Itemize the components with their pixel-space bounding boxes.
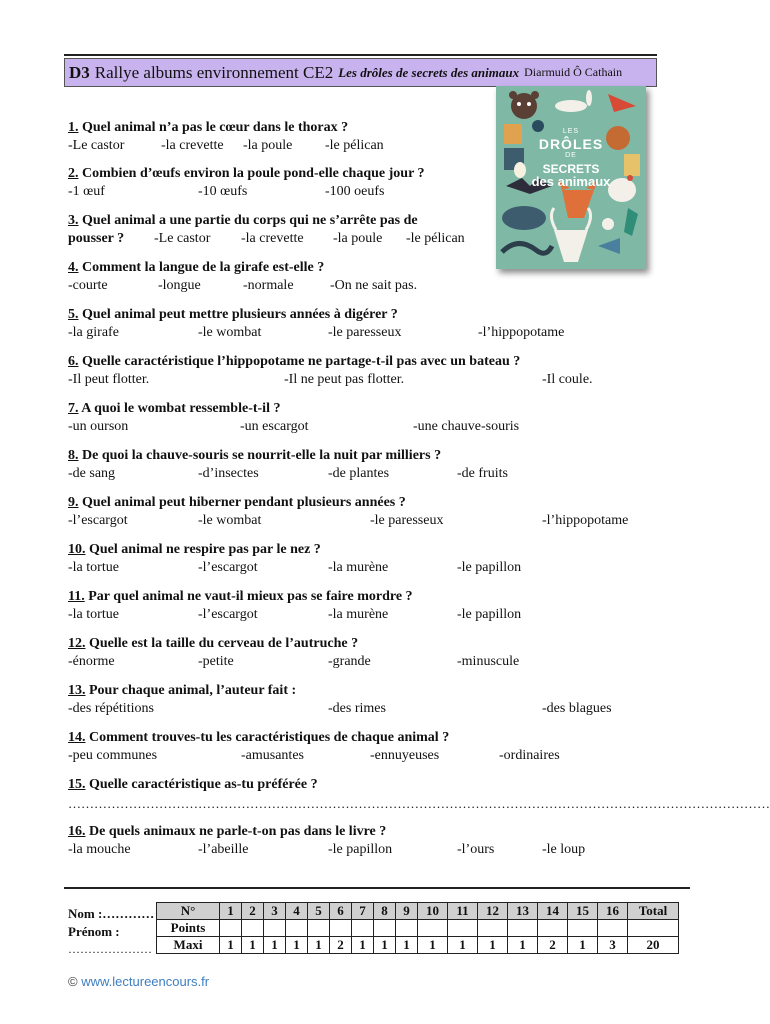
maxi-cell: 3 xyxy=(598,937,628,954)
top-rule xyxy=(64,54,657,56)
answer-option[interactable]: -des rimes xyxy=(328,701,386,716)
question-number: 11. xyxy=(68,589,85,604)
question-14 xyxy=(68,729,560,765)
question-12 xyxy=(68,635,520,671)
answer-option[interactable]: -la girafe xyxy=(68,325,119,340)
maxi-cell: 1 xyxy=(286,937,308,954)
row-label: N° xyxy=(157,903,220,920)
question-text: A quoi le wombat ressemble-t-il ? xyxy=(78,401,281,416)
answer-option[interactable]: -minuscule xyxy=(457,654,520,669)
answer-option[interactable]: -Il ne peut pas flotter. xyxy=(284,372,405,387)
points-cell[interactable] xyxy=(478,920,508,937)
answer-option[interactable]: -des répétitions xyxy=(68,701,154,716)
maxi-cell: 1 xyxy=(448,937,478,954)
answer-option[interactable]: -Le castor xyxy=(154,231,211,246)
answer-option[interactable]: -le pélican xyxy=(406,231,465,246)
points-total-cell[interactable] xyxy=(628,920,679,937)
question-number: 12. xyxy=(68,636,86,651)
answer-option[interactable]: -l’ours xyxy=(457,842,495,857)
cover-word-des-animaux: des animaux xyxy=(531,174,611,189)
question-text: Quel animal peut hiberner pendant plusieurs années ? xyxy=(78,495,406,510)
maxi-cell: 1 xyxy=(352,937,374,954)
website-link[interactable]: www.lectureencours.fr xyxy=(81,974,210,989)
question-text: Quelle est la taille du cerveau de l’autruche ? xyxy=(85,636,359,651)
question-number: 14. xyxy=(68,730,86,745)
answer-option[interactable]: -de sang xyxy=(68,466,116,481)
answer-option[interactable]: -la crevette xyxy=(241,231,304,246)
answer-option[interactable]: -énorme xyxy=(68,654,115,669)
question-4 xyxy=(68,259,418,295)
question-5 xyxy=(68,306,565,342)
bottom-rule xyxy=(64,887,690,889)
question-col: 1 xyxy=(220,903,242,920)
points-cell[interactable] xyxy=(448,920,478,937)
question-13 xyxy=(68,682,612,718)
answer-option[interactable]: -l’escargot xyxy=(198,607,258,622)
question-col: 8 xyxy=(374,903,396,920)
answer-option[interactable]: -la murène xyxy=(328,560,389,575)
answer-option[interactable]: -d’insectes xyxy=(198,466,259,481)
footer xyxy=(68,974,209,989)
maxi-cell: 1 xyxy=(508,937,538,954)
answer-option[interactable]: -grande xyxy=(328,654,371,669)
question-3 xyxy=(68,212,465,248)
points-cell[interactable] xyxy=(418,920,448,937)
student-name-field[interactable]: Nom :………… xyxy=(68,906,155,921)
question-number: 7. xyxy=(68,401,79,416)
answer-option[interactable]: -la tortue xyxy=(68,607,119,622)
answer-option[interactable]: -le papillon xyxy=(457,560,522,575)
question-col: 16 xyxy=(598,903,628,920)
question-text: De quels animaux ne parle-t-on pas dans le livre ? xyxy=(85,824,387,839)
points-cell[interactable] xyxy=(508,920,538,937)
maxi-cell: 1 xyxy=(264,937,286,954)
question-col: 2 xyxy=(242,903,264,920)
question-number: 10. xyxy=(68,542,86,557)
question-8 xyxy=(68,447,508,483)
points-cell[interactable] xyxy=(374,920,396,937)
maxi-cell: 2 xyxy=(538,937,568,954)
question-9 xyxy=(68,494,629,530)
question-col: 13 xyxy=(508,903,538,920)
answer-option[interactable]: -le wombat xyxy=(198,513,262,528)
cover-word-secrets: SECRETS xyxy=(542,162,600,176)
points-cell[interactable] xyxy=(538,920,568,937)
question-text: Pour chaque animal, l’auteur fait : xyxy=(85,683,297,698)
answer-option[interactable]: -la murène xyxy=(328,607,389,622)
maxi-cell: 1 xyxy=(242,937,264,954)
question-text: Quelle caractéristique l’hippopotame ne partage-t-il pas avec un bateau ? xyxy=(78,354,521,369)
answer-option[interactable]: -le loup xyxy=(542,842,586,857)
question-col: 10 xyxy=(418,903,448,920)
points-cell[interactable] xyxy=(308,920,330,937)
book-author: Diarmuid Ô Cathain xyxy=(524,65,623,79)
answer-option[interactable]: -le pélican xyxy=(325,138,384,153)
question-text: Quel animal ne respire pas par le nez ? xyxy=(85,542,321,557)
points-cell[interactable] xyxy=(598,920,628,937)
answer-option[interactable]: -l’abeille xyxy=(198,842,249,857)
question-7 xyxy=(68,400,520,436)
question-10 xyxy=(68,541,522,577)
answer-option[interactable]: -Il peut flotter. xyxy=(68,372,150,387)
question-text: Quel animal a une partie du corps qui ne s’arrête pas de xyxy=(78,213,418,228)
question-text: Comment trouves-tu les caractéristiques de chaque animal ? xyxy=(85,730,450,745)
question-number: 1. xyxy=(68,120,79,135)
question-number: 4. xyxy=(68,260,79,275)
cover-word-les: LES xyxy=(562,128,580,135)
points-cell[interactable] xyxy=(568,920,598,937)
answer-option[interactable]: -l’escargot xyxy=(68,513,128,528)
maxi-cell: 1 xyxy=(396,937,418,954)
answer-option[interactable]: -l’hippopotame xyxy=(478,325,565,340)
answer-option[interactable]: -amusantes xyxy=(241,748,304,763)
points-cell[interactable] xyxy=(396,920,418,937)
question-text: Par quel animal ne vaut-il mieux pas se faire mordre ? xyxy=(84,589,413,604)
question-col: 15 xyxy=(568,903,598,920)
score-row-points xyxy=(157,920,679,937)
answer-option[interactable]: -l’escargot xyxy=(198,560,258,575)
question-2 xyxy=(68,165,425,201)
maxi-cell: 1 xyxy=(374,937,396,954)
answer-option[interactable]: -une chauve-souris xyxy=(413,419,520,434)
answer-option[interactable]: -le paresseux xyxy=(328,325,402,340)
points-cell[interactable] xyxy=(330,920,352,937)
question-text: Quel animal n’a pas le cœur dans le thorax ? xyxy=(78,120,349,135)
answer-option[interactable]: -le paresseux xyxy=(370,513,444,528)
answer-option[interactable]: -la poule xyxy=(243,138,293,153)
answer-option[interactable]: -ordinaires xyxy=(499,748,560,763)
question-number: 3. xyxy=(68,213,79,228)
score-row-numbers xyxy=(157,903,679,920)
question-col: 14 xyxy=(538,903,568,920)
question-15 xyxy=(68,776,318,794)
question-number: 5. xyxy=(68,307,79,322)
score-row-maxi xyxy=(157,937,679,954)
points-cell[interactable] xyxy=(264,920,286,937)
book-cover-image xyxy=(496,86,646,269)
answer-option[interactable]: -On ne sait pas. xyxy=(330,278,418,293)
answer-line[interactable]: ……………………………………………………………………………………………………………………………………………… xyxy=(68,796,770,811)
answer-option[interactable]: -ennuyeuses xyxy=(370,748,440,763)
question-number: 9. xyxy=(68,495,79,510)
answer-option[interactable]: -le papillon xyxy=(328,842,393,857)
question-col: 4 xyxy=(286,903,308,920)
maxi-cell: 1 xyxy=(568,937,598,954)
answer-option[interactable]: -Le castor xyxy=(68,138,125,153)
maxi-cell: 1 xyxy=(478,937,508,954)
answer-option[interactable]: -le wombat xyxy=(198,325,262,340)
question-text-continued: pousser ? xyxy=(68,231,125,246)
question-number: 2. xyxy=(68,166,79,181)
question-number: 16. xyxy=(68,824,86,839)
answer-option[interactable]: -le papillon xyxy=(457,607,522,622)
question-11 xyxy=(68,588,522,624)
answer-option[interactable]: -longue xyxy=(158,278,201,293)
answer-option[interactable]: -la poule xyxy=(333,231,383,246)
question-col: 12 xyxy=(478,903,508,920)
answer-option[interactable]: -1 œuf xyxy=(68,184,105,199)
maxi-cell: 1 xyxy=(308,937,330,954)
question-col: 7 xyxy=(352,903,374,920)
answer-option[interactable]: -100 oeufs xyxy=(325,184,385,199)
question-1 xyxy=(68,119,384,155)
answer-option[interactable]: -peu communes xyxy=(68,748,158,763)
points-cell[interactable] xyxy=(286,920,308,937)
answer-option[interactable]: -l’hippopotame xyxy=(542,513,629,528)
page-header xyxy=(64,58,657,87)
book-title: Les drôles de secrets des animaux xyxy=(338,64,520,80)
answer-option[interactable]: -la mouche xyxy=(68,842,131,857)
student-firstname-field[interactable]: ………………… xyxy=(68,942,152,956)
cover-word-de: DE xyxy=(565,152,577,159)
student-firstname-label: Prénom : xyxy=(68,924,120,939)
question-col: 5 xyxy=(308,903,330,920)
answer-option[interactable]: -des blagues xyxy=(542,701,612,716)
points-cell[interactable] xyxy=(242,920,264,937)
question-number: 8. xyxy=(68,448,79,463)
total-col: Total xyxy=(628,903,679,920)
question-col: 9 xyxy=(396,903,418,920)
question-text: De quoi la chauve-souris se nourrit-elle la nuit par milliers ? xyxy=(78,448,442,463)
question-number: 13. xyxy=(68,683,86,698)
answer-option[interactable]: -de fruits xyxy=(457,466,508,481)
answer-option[interactable]: -un escargot xyxy=(240,419,309,434)
question-col: 3 xyxy=(264,903,286,920)
question-text: Quelle caractéristique as-tu préférée ? xyxy=(85,777,318,792)
maxi-total-cell: 20 xyxy=(628,937,679,954)
question-number: 6. xyxy=(68,354,79,369)
cover-word-droles: DRÔLES xyxy=(538,136,604,152)
question-number: 15. xyxy=(68,777,86,792)
maxi-cell: 1 xyxy=(220,937,242,954)
worksheet-code: D3 xyxy=(69,62,90,82)
row-label: Points xyxy=(157,920,220,937)
answer-option[interactable]: -10 œufs xyxy=(198,184,248,199)
copyright-symbol: © xyxy=(68,974,78,989)
row-label: Maxi xyxy=(157,937,220,954)
worksheet-title: Rallye albums environnement CE2 xyxy=(94,62,334,82)
question-6 xyxy=(68,353,593,389)
answer-option[interactable]: -un ourson xyxy=(68,419,129,434)
maxi-cell: 1 xyxy=(418,937,448,954)
question-16 xyxy=(68,823,586,859)
answer-option[interactable]: -normale xyxy=(243,278,294,293)
points-cell[interactable] xyxy=(220,920,242,937)
points-cell[interactable] xyxy=(352,920,374,937)
question-text: Comment la langue de la girafe est-elle ? xyxy=(78,260,325,275)
answer-option[interactable]: -de plantes xyxy=(328,466,390,481)
answer-option[interactable]: -petite xyxy=(198,654,234,669)
question-col: 11 xyxy=(448,903,478,920)
answer-option[interactable]: -courte xyxy=(68,278,108,293)
question-text: Quel animal peut mettre plusieurs années à digérer ? xyxy=(78,307,398,322)
maxi-cell: 2 xyxy=(330,937,352,954)
question-text: Combien d’œufs environ la poule pond-elle chaque jour ? xyxy=(78,166,425,181)
answer-option[interactable]: -la tortue xyxy=(68,560,119,575)
answer-option[interactable]: -la crevette xyxy=(161,138,224,153)
question-col: 6 xyxy=(330,903,352,920)
answer-option[interactable]: -Il coule. xyxy=(542,372,593,387)
score-table xyxy=(156,902,679,954)
